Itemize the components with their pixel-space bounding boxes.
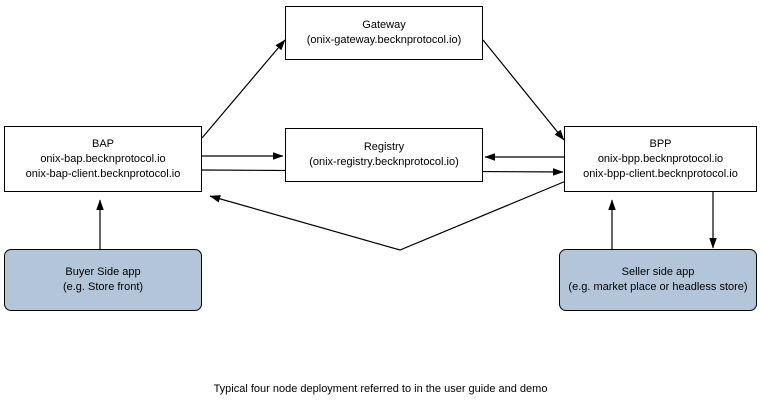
node-bpp-url: onix-bpp.becknprotocol.io — [597, 152, 724, 165]
node-gateway[interactable] — [285, 6, 483, 60]
node-registry[interactable] — [285, 128, 483, 182]
node-bap-title: BAP — [91, 137, 114, 150]
node-registry-title: Registry — [363, 141, 405, 153]
node-seller-side-app-title: Seller side app — [621, 266, 695, 278]
node-bap[interactable] — [4, 126, 202, 192]
connector-bap-to-gateway — [202, 40, 285, 138]
diagram-caption: Typical four node deployment referred to in the user guide and demo — [213, 383, 548, 395]
node-gateway-url: (onix-gateway.becknprotocol.io) — [306, 34, 462, 46]
node-bpp-title: BPP — [649, 137, 672, 150]
node-seller-side-app-sub: (e.g. market place or headless store) — [568, 281, 748, 293]
node-bpp-client-url: onix-bpp-client.becknprotocol.io — [583, 167, 738, 180]
node-bap-client-url: onix-bap-client.becknprotocol.io — [25, 167, 181, 180]
node-registry-url: (onix-registry.becknprotocol.io) — [309, 156, 459, 168]
node-gateway-title: Gateway — [362, 19, 406, 31]
node-buyer-side-app-title: Buyer Side app — [65, 266, 141, 278]
node-seller-side-app[interactable] — [559, 249, 757, 311]
node-bap-url: onix-bap.becknprotocol.io — [40, 152, 166, 165]
connector-bpp-to-bap — [210, 181, 566, 250]
node-buyer-side-app[interactable] — [4, 249, 202, 311]
connector-gateway-to-bpp — [483, 40, 564, 140]
node-buyer-side-app-sub: (e.g. Store front) — [62, 281, 144, 293]
node-bpp[interactable] — [564, 126, 757, 192]
